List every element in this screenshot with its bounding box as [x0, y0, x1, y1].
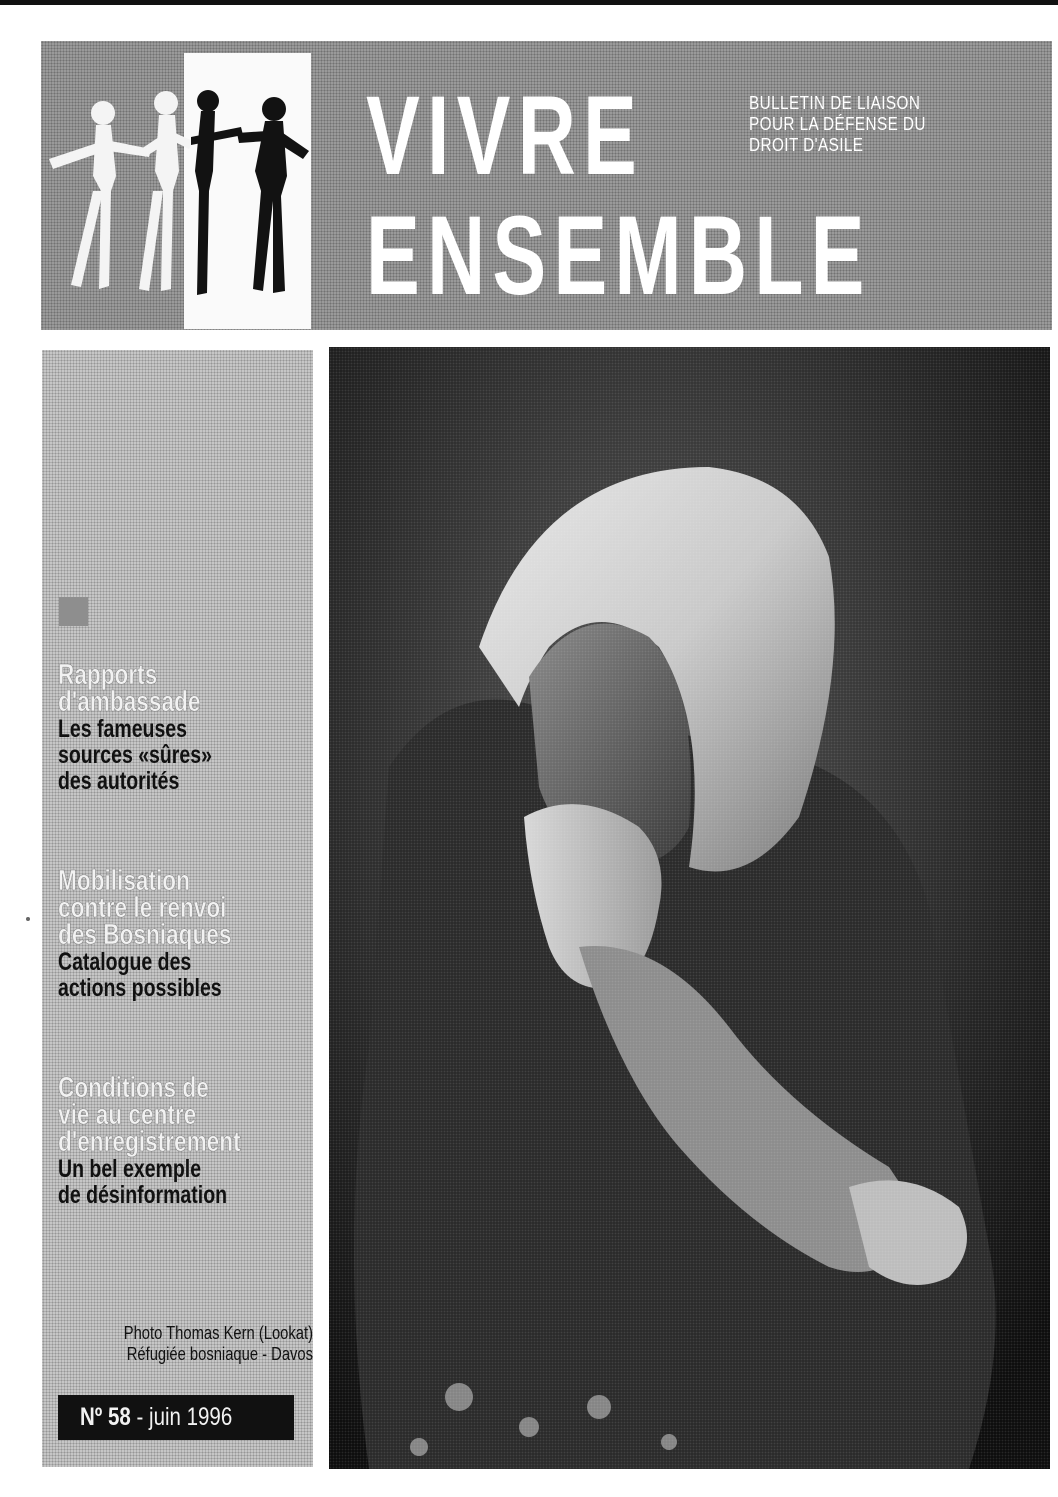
headline-line: Les fameuses	[58, 715, 187, 743]
story-headline	[58, 1156, 241, 1208]
issue-date: juin 1996	[149, 1403, 233, 1431]
masthead	[41, 41, 1052, 330]
headline-line: actions possibles	[58, 974, 222, 1002]
kicker-line: vie au centre	[58, 1099, 197, 1131]
kicker-line: d'enregistrement	[58, 1126, 241, 1158]
logo-figures-icon	[41, 41, 321, 330]
story-mobilisation[interactable]	[58, 865, 280, 1002]
story-headline	[58, 716, 212, 794]
headline-line: Un bel exemple	[58, 1155, 202, 1183]
title-vivre: VIVRE	[366, 73, 644, 198]
photo-credit	[58, 1323, 313, 1365]
story-embassy-reports[interactable]	[58, 659, 255, 795]
kicker-line: Rapports	[58, 659, 158, 691]
story-conditions[interactable]	[58, 1072, 292, 1209]
masthead-subtitle	[749, 93, 926, 156]
kicker-line: d'ambassade	[58, 686, 201, 718]
headline-line: sources «sûres»	[58, 741, 212, 769]
credit-line: Photo Thomas Kern (Lookat)	[123, 1323, 313, 1343]
square-bullet-icon	[59, 597, 88, 626]
issue-separator: -	[130, 1403, 150, 1431]
title-ensemble: ENSEMBLE	[366, 193, 872, 318]
cover-photo	[329, 347, 1050, 1469]
scan-speck	[26, 917, 30, 921]
subtitle-line: DROIT D'ASILE	[749, 135, 864, 155]
story-kicker	[58, 1072, 241, 1158]
story-headline	[58, 949, 231, 1001]
headline-line: de désinformation	[58, 1181, 228, 1209]
issue-number: Nº 58	[80, 1403, 131, 1431]
kicker-line: des Bosniaques	[58, 919, 232, 951]
story-kicker	[58, 865, 232, 951]
story-kicker	[58, 659, 212, 718]
photo-illustration	[329, 347, 1050, 1469]
headline-line: Catalogue des	[58, 948, 192, 976]
kicker-line: Mobilisation	[58, 865, 190, 897]
top-border	[0, 0, 1058, 5]
subtitle-line: BULLETIN DE LIAISON	[749, 93, 921, 113]
subtitle-line: POUR LA DÉFENSE DU	[749, 114, 926, 134]
headline-line: des autorités	[58, 767, 180, 795]
sidebar	[42, 350, 313, 1467]
issue-badge	[58, 1395, 294, 1440]
credit-line: Réfugiée bosniaque - Davos	[126, 1344, 313, 1364]
kicker-line: contre le renvoi	[58, 892, 227, 924]
kicker-line: Conditions de	[58, 1072, 209, 1104]
